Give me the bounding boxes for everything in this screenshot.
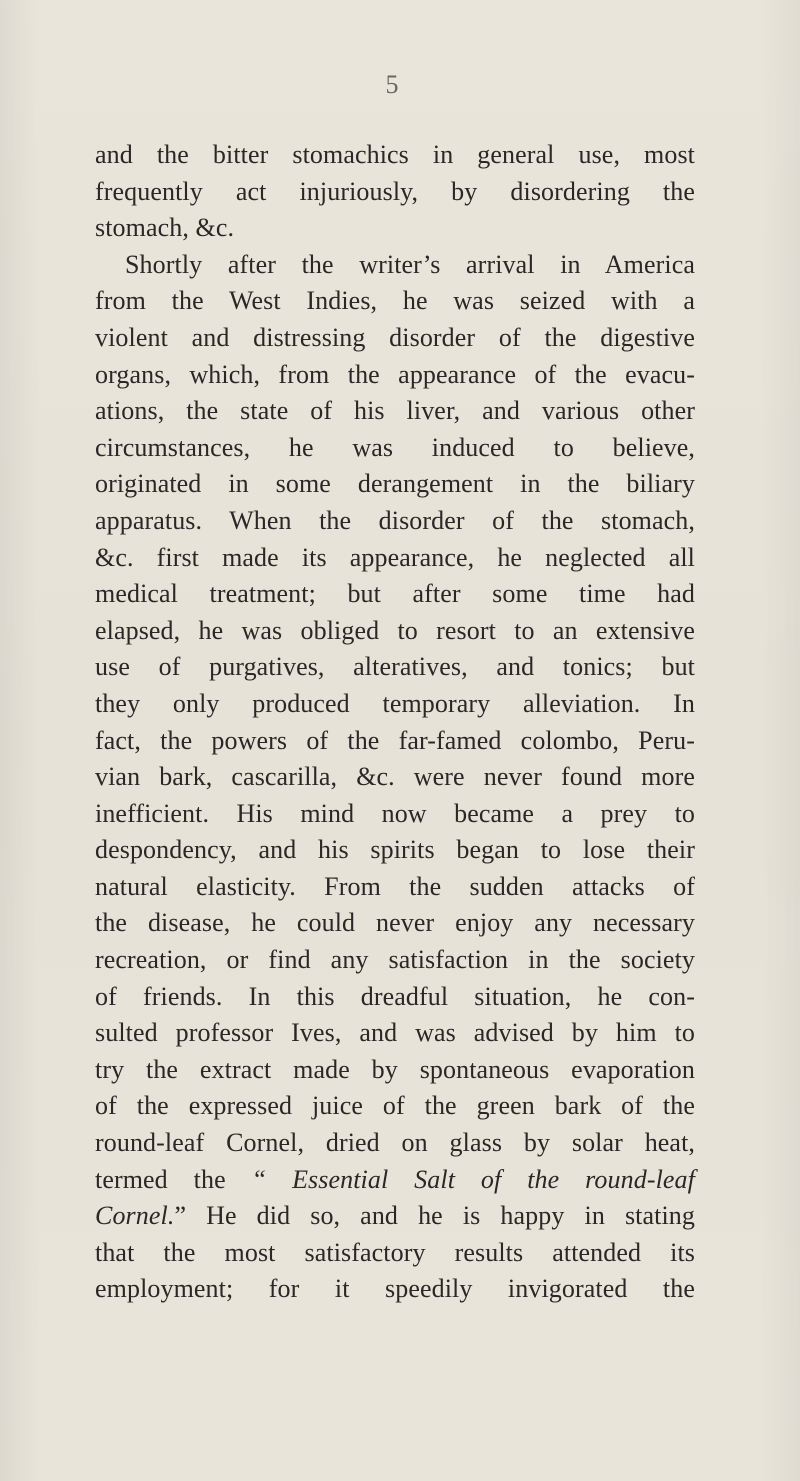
italic-title: Cornel. [95, 1201, 175, 1231]
text-line: circumstances, he was induced to believe, [95, 432, 695, 462]
text-line: medical treatment; but after some time had [95, 579, 695, 609]
text-line: round-leaf Cornel, dried on glass by solar heat, [95, 1128, 695, 1158]
text-line: stomach, &c. [95, 213, 235, 243]
text-line: that the most satisfactory results attended its [95, 1237, 695, 1267]
text-line: organs, which, from the appearance of the evacu- [95, 359, 695, 389]
text-line: sulted professor Ives, and was advised by him to [95, 1018, 695, 1048]
body-text [95, 137, 695, 1308]
text-line: Shortly after the writer’s arrival in America [125, 249, 695, 279]
text-line: fact, the powers of the far-famed colombo, Peru- [95, 725, 695, 755]
text-line: use of purgatives, alteratives, and tonics; but [95, 652, 695, 682]
text-line: of friends. In this dreadful situation, he con- [95, 981, 695, 1011]
text-line: inefficient. His mind now became a prey to [95, 798, 695, 828]
text-line: try the extract made by spontaneous evaporation [95, 1054, 695, 1084]
text-line: ations, the state of his liver, and various other [95, 396, 695, 426]
italic-title: “ Essential Salt of the round-leaf [251, 1164, 695, 1194]
text-line: they only produced temporary alleviation. In [95, 688, 695, 718]
text-line: of the expressed juice of the green bark of the [95, 1091, 695, 1121]
text-segment: ” He did so, and he is happy in stating [174, 1201, 695, 1231]
text-line: frequently act injuriously, by disordering the [95, 176, 695, 206]
text-line: &c. first made its appearance, he neglected all [95, 542, 695, 572]
text-line [95, 1198, 695, 1235]
text-line: vian bark, cascarilla, &c. were never found more [95, 762, 695, 792]
text-line: elapsed, he was obliged to resort to an extensive [95, 615, 695, 645]
text-line [95, 1162, 695, 1199]
text-line: and the bitter stomachics in general use, most [95, 140, 695, 169]
text-line: from the West Indies, he was seized with a [95, 286, 695, 316]
text-line: natural elasticity. From the sudden attacks of [95, 871, 695, 901]
text-line: despondency, and his spirits began to lose their [95, 835, 695, 865]
text-line: recreation, or find any satisfaction in the society [95, 945, 695, 975]
text-line: originated in some derangement in the biliary [95, 469, 695, 499]
text-segment: termed the [95, 1164, 252, 1194]
text-line: apparatus. When the disorder of the stomach, [95, 505, 695, 535]
text-line: employment; for it speedily invigorated the [95, 1274, 695, 1304]
text-line: violent and distressing disorder of the digestive [95, 322, 695, 352]
text-line: the disease, he could never enjoy any necessary [95, 908, 695, 938]
page-number: 5 [385, 70, 399, 99]
